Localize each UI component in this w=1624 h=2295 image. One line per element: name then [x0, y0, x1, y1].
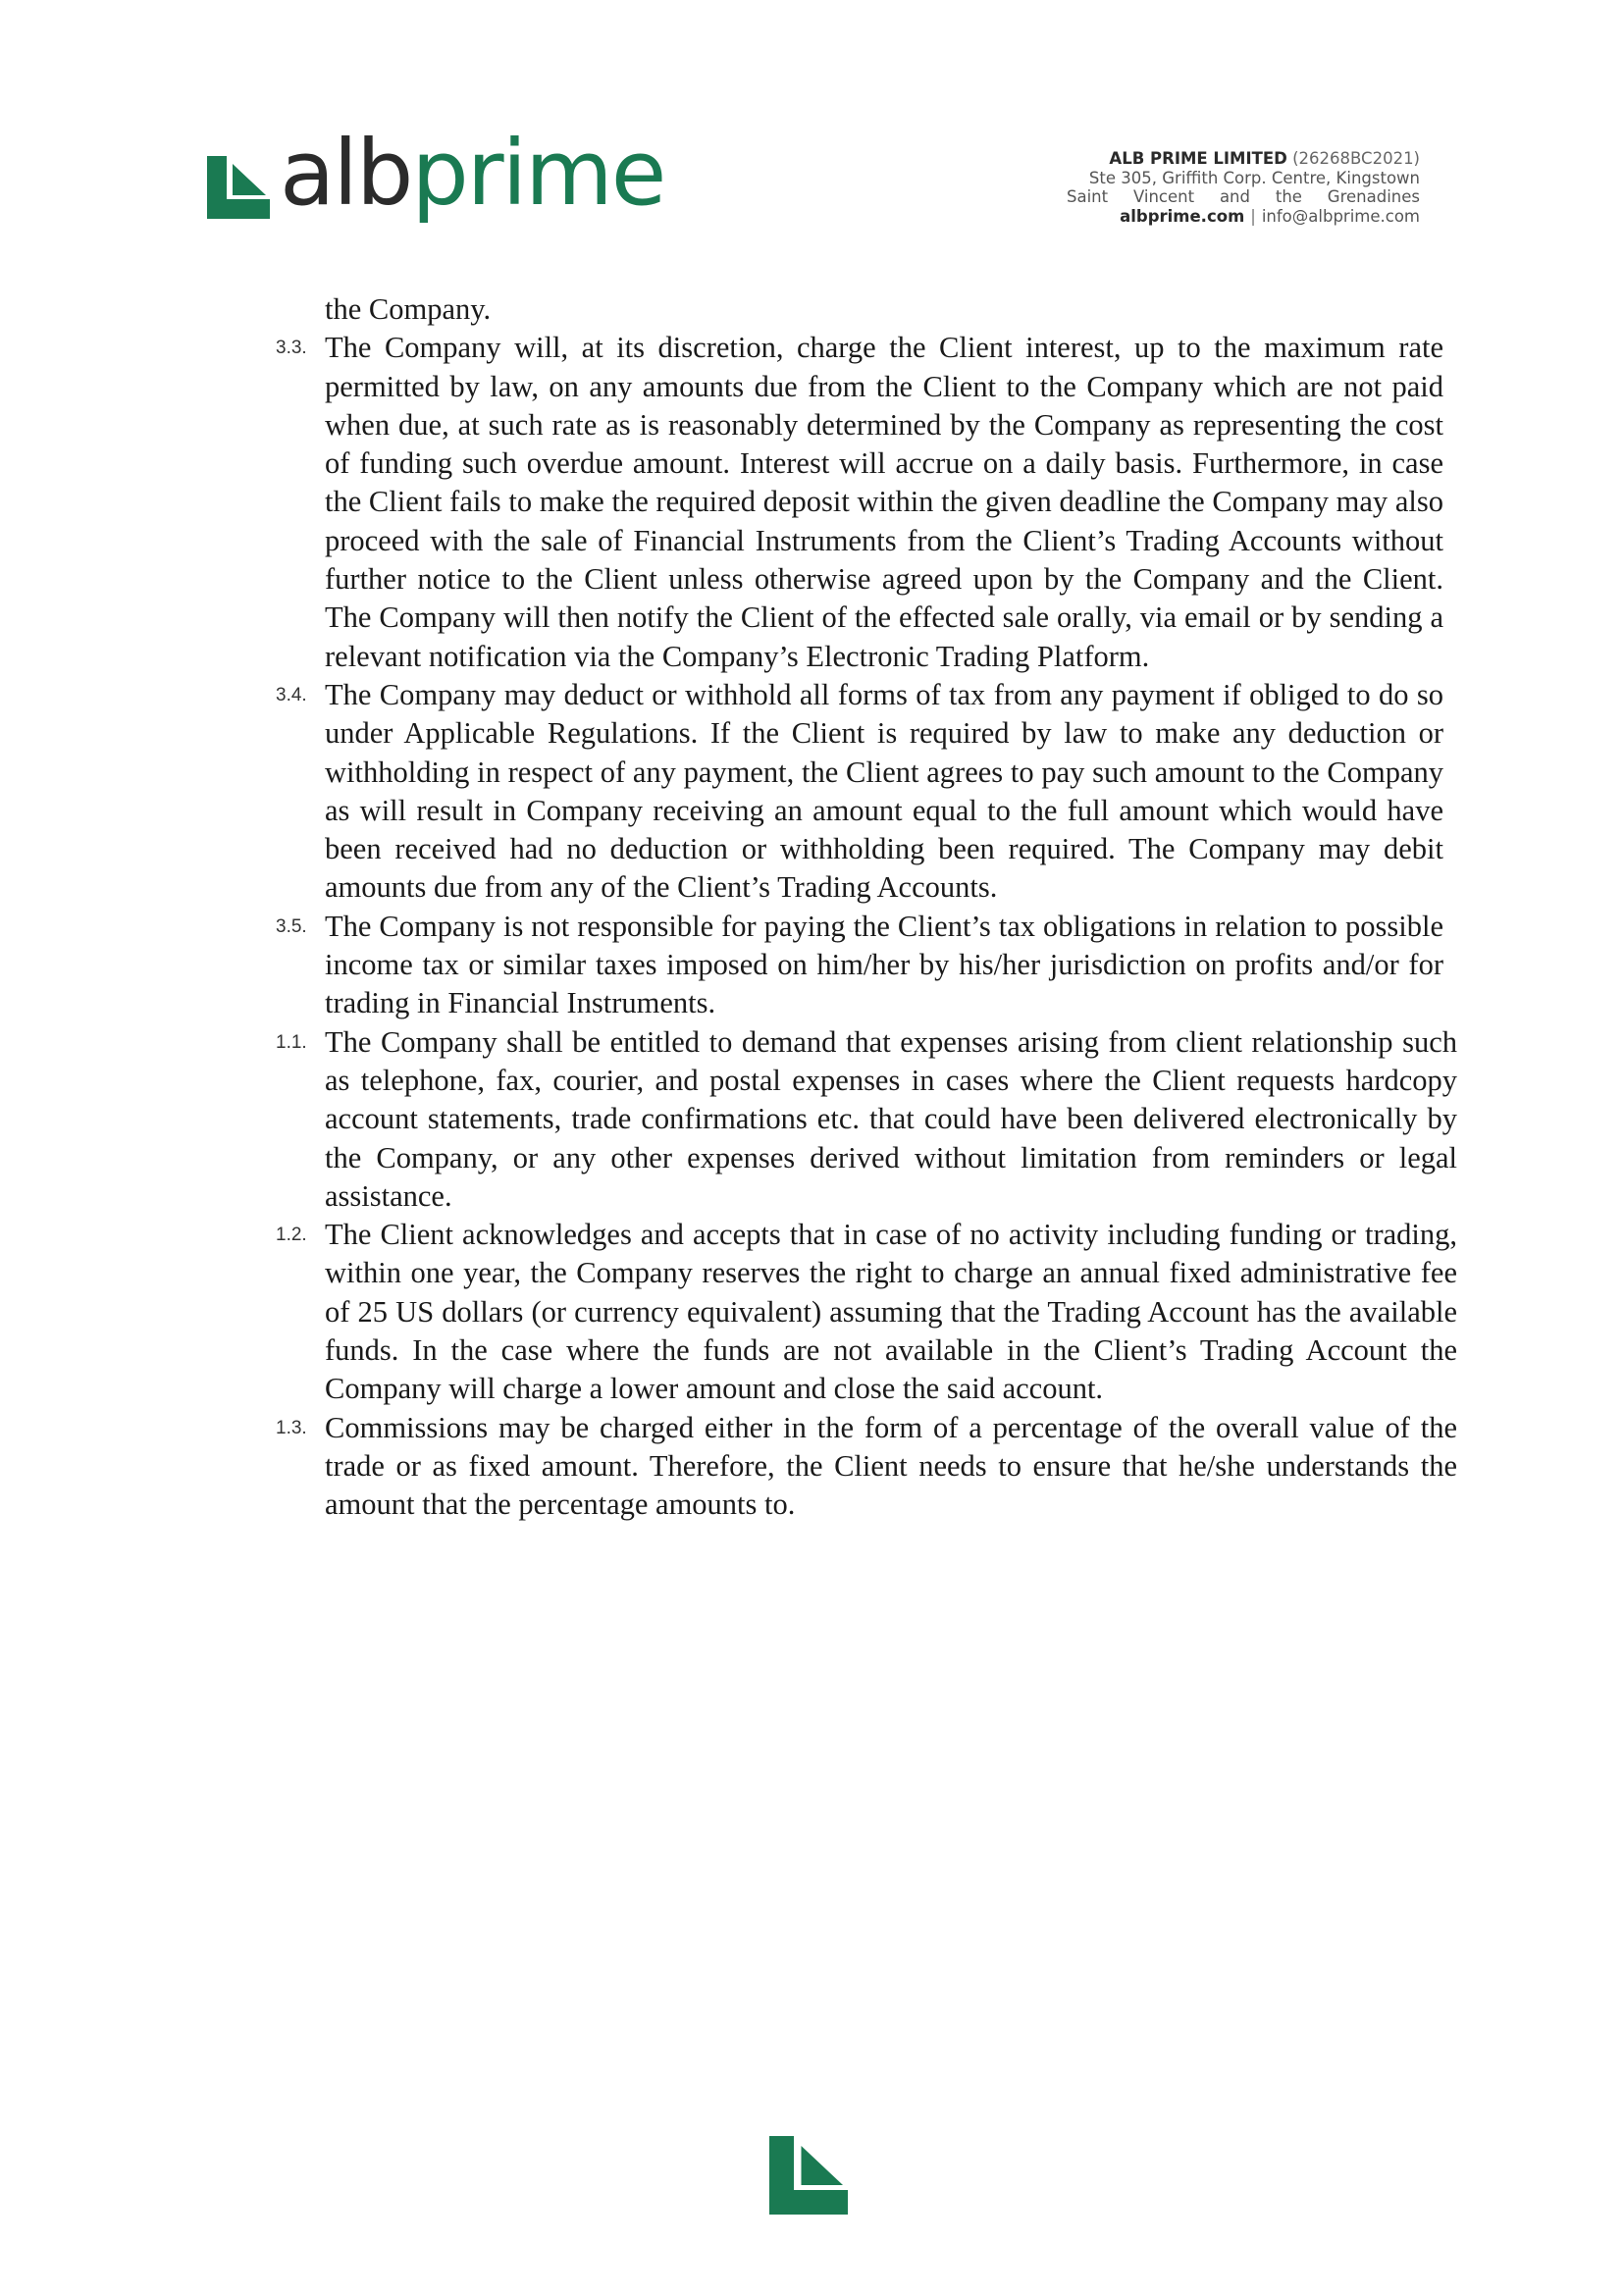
company-email-link[interactable]: info@albprime.com — [1261, 206, 1420, 226]
company-address-line2: Saint Vincent and the Grenadines — [1067, 187, 1420, 206]
contact-separator: | — [1250, 206, 1256, 226]
company-info-block — [1067, 149, 1420, 226]
clause-number: 1.2. — [276, 1225, 307, 1246]
clause-number: 3.4. — [276, 684, 307, 705]
company-address-line1: Ste 305, Griffith Corp. Centre, Kingstown — [1088, 168, 1420, 187]
continuation-text: the Company. — [325, 292, 492, 326]
clause-3-3 — [276, 329, 1443, 676]
clause-text: The Company shall be entitled to demand that expenses arising from client relationship such as telephone, fax, courier, and postal expenses in cases where the Client requests hardcopy account statements, trade confirmations etc. that could have been delivered electronically by the Company, or any other expenses derived without limitation from reminders or legal assistance. — [325, 1024, 1457, 1213]
company-name: ALB PRIME LIMITED — [1109, 149, 1287, 168]
clause-text: The Company is not responsible for paying the Client’s tax obligations in relation to possible income tax or similar taxes imposed on him/her by his/her jurisdiction on profits and/or for trading in Financial Instruments. — [325, 909, 1443, 1020]
clause-text: Commissions may be charged either in the form of a percentage of the overall value of the trade or as fixed amount. Therefore, the Client needs to ensure that he/she understands the amount that the percentage amounts to. — [325, 1410, 1457, 1522]
logo-word-prime: prime — [411, 121, 665, 226]
footer-logo-mark-icon — [769, 2136, 848, 2215]
company-registration: (26268BC2021) — [1292, 149, 1420, 168]
clause-text: The Company will, at its discretion, charge the Client interest, up to the maximum rate permitted by law, on any amounts due from the Client to the Company which are not paid when due, at such rate as is reasonably determined by the Company as representing the cost of funding such overdue amount. Interest will accrue on a daily basis. Furthermore, in case the Client fails to make the required deposit within the given deadline the Company may also proceed with the sale of Financial Instruments from the Client’s Trading Accounts without further notice to the Client unless otherwise agreed upon by the Company and the Client. The Company will then notify the Client of the effected sale orally, via email or by sending a relevant notification via the Company’s Electronic Trading Platform. — [325, 331, 1443, 673]
logo-word-alb: alb — [280, 121, 412, 226]
clause-number: 3.5. — [276, 915, 307, 937]
clause-1-2 — [276, 1216, 1457, 1408]
clause-text: The Client acknowledges and accepts that in case of no activity including funding or trading, within one year, the Company reserves the right to charge an annual fixed administrative fee of 25 US dollars (or currency equivalent) assuming that the Trading Account has the available funds. In the case where the funds are not available in the Client’s Trading Account the Company will charge a lower amount and close the said account. — [325, 1218, 1457, 1406]
albprime-logo — [207, 121, 678, 248]
company-contact-line — [1067, 207, 1420, 227]
clause-3-5 — [276, 908, 1443, 1023]
clause-number: 1.3. — [276, 1417, 307, 1438]
clause-number: 1.1. — [276, 1031, 307, 1053]
document-body — [276, 290, 1457, 1525]
albprime-logo-wordmark — [280, 121, 665, 226]
clause-1-3 — [276, 1409, 1457, 1525]
clause-1-1 — [276, 1023, 1457, 1216]
company-website-link[interactable]: albprime.com — [1120, 206, 1245, 226]
clause-number: 3.3. — [276, 338, 307, 359]
albprime-logo-mark-icon — [207, 156, 270, 219]
company-name-line — [1067, 149, 1420, 169]
clause-text: The Company may deduct or withhold all forms of tax from any payment if obliged to do so under Applicable Regulations. If the Client is required by law to make any deduction or withholding in respect of any payment, the Client agrees to pay such amount to the Company as will result in Company receiving an amount equal to the full amount which would have been received had no deduction or withholding been required. The Company may debit amounts due from any of the Client’s Trading Accounts. — [325, 677, 1443, 905]
clause-3-4 — [276, 676, 1443, 908]
